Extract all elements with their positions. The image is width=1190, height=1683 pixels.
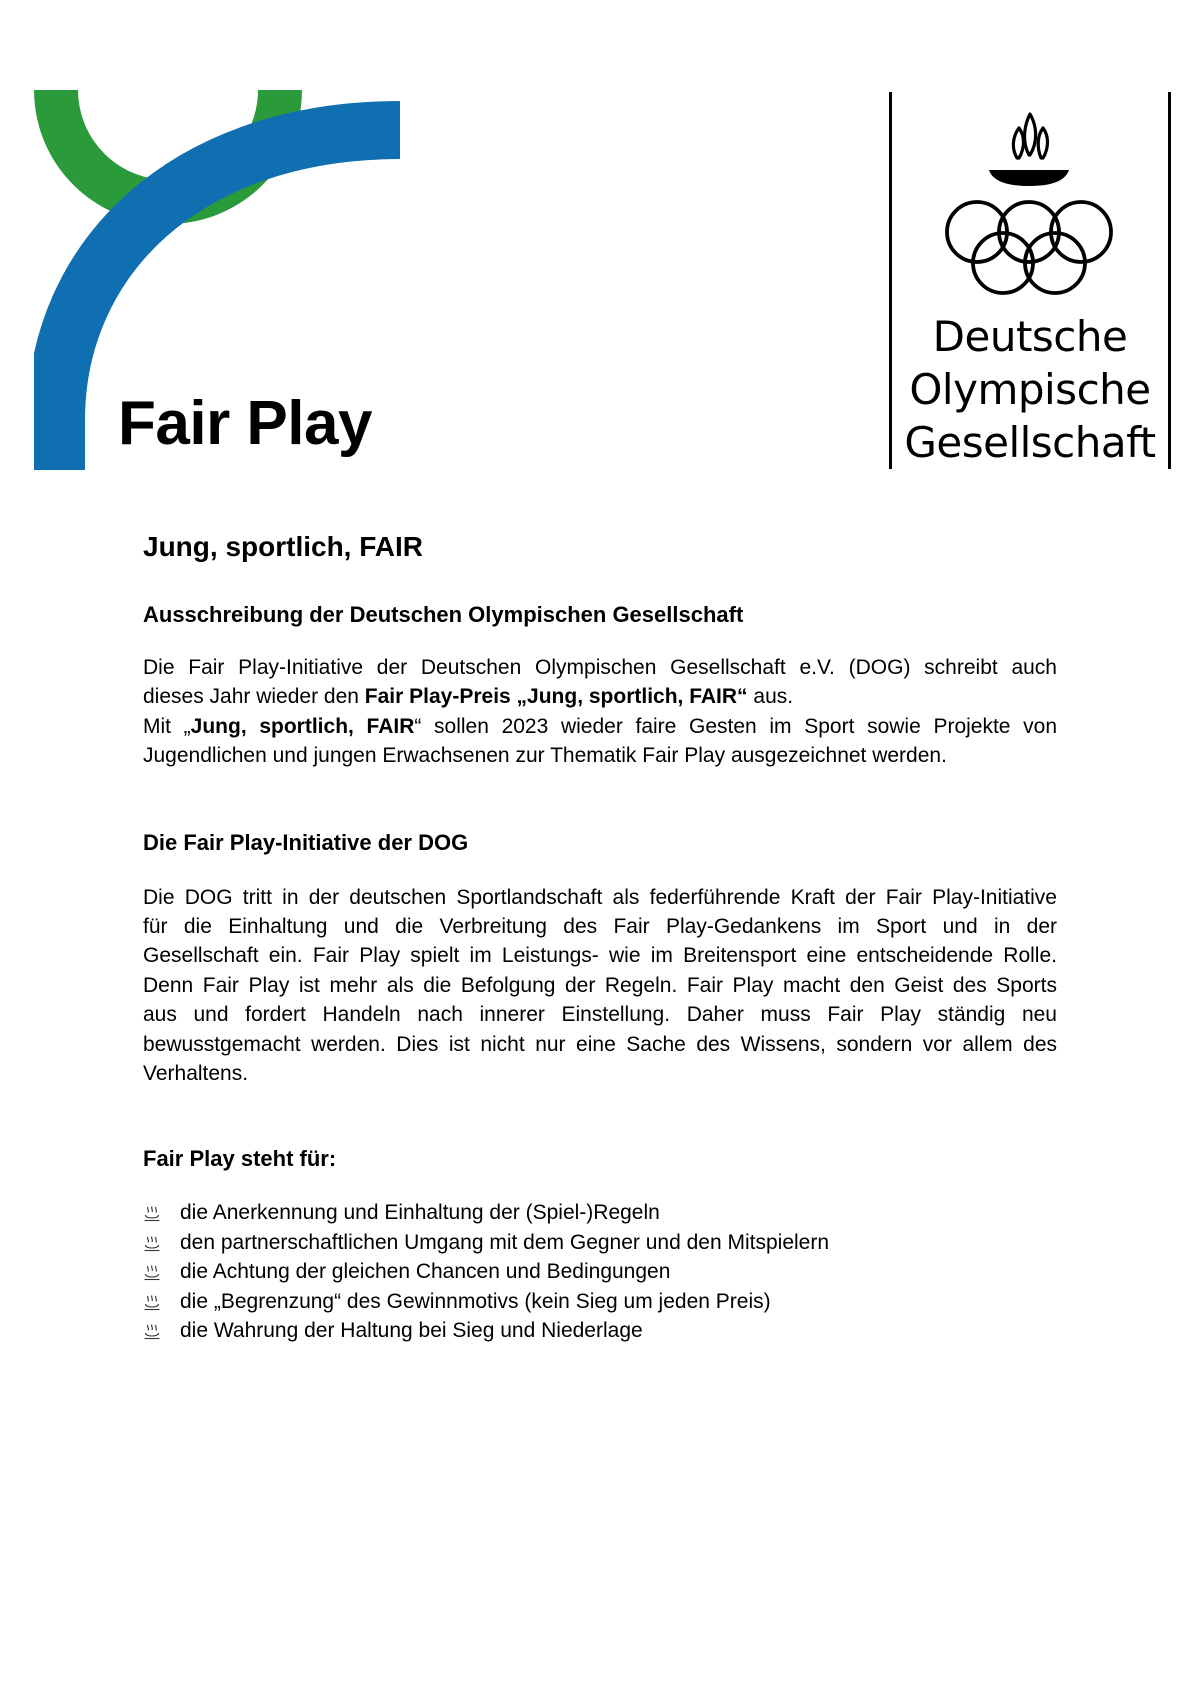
- paragraph-line: Jugendlichen und jungen Erwachsenen zur Thematik Fair Play ausgezeichnet werden.: [143, 744, 947, 768]
- hot-springs-icon: [143, 1205, 161, 1223]
- fair-play-logo: [34, 90, 400, 470]
- document-title: Jung, sportlich, FAIR: [143, 531, 424, 562]
- paragraph-line: aus und fordert Handeln nach innerer Einstellung. Daher muss Fair Play ständig neu: [143, 1003, 1057, 1027]
- section-heading-initiative: Die Fair Play-Initiative der DOG: [143, 829, 469, 855]
- dog-name: [892, 310, 1168, 469]
- olympic-flame-icon: [1013, 114, 1047, 158]
- list-item-text: die Achtung der gleichen Chancen und Bedingungen: [180, 1260, 671, 1284]
- list-item: [143, 1257, 1057, 1286]
- paragraph-line: Die Fair Play-Initiative der Deutschen Olympischen Gesellschaft e.V. (DOG) schreibt auch: [143, 656, 1057, 679]
- olympic-flame-and-rings-icon: [929, 100, 1129, 300]
- dog-logo-right-rule: [1168, 92, 1171, 469]
- paragraph-line: [143, 682, 1057, 711]
- fair-play-wordmark: Fair Play: [118, 389, 372, 458]
- hot-springs-icon: [143, 1323, 161, 1341]
- paragraph-line: Gesellschaft ein. Fair Play spielt im Leistungs- wie im Breitensport eine entscheidende Rolle.: [143, 944, 1057, 968]
- dog-name-line: Deutsche: [932, 312, 1128, 361]
- hot-springs-icon: [143, 1294, 161, 1312]
- text-run: Mit „: [143, 714, 191, 738]
- section-heading-fair-play-steht-fuer: Fair Play steht für:: [143, 1146, 337, 1172]
- award-title-bold: Jung, sportlich, FAIR: [190, 714, 415, 738]
- fair-play-values-list: [143, 1198, 1057, 1345]
- intro-paragraph: [143, 653, 1057, 771]
- paragraph-line: Verhaltens.: [143, 1062, 249, 1086]
- paragraph-line: Die DOG tritt in der deutschen Sportlandschaft als federführende Kraft der Fair Play-Initiative: [143, 885, 1057, 909]
- paragraph-line: [143, 712, 1057, 741]
- dog-name-line: Gesellschaft: [904, 418, 1156, 467]
- list-item-text: die Anerkennung und Einhaltung der (Spiel-)Regeln: [180, 1201, 660, 1225]
- section-heading-ausschreibung: Ausschreibung der Deutschen Olympischen Gesellschaft: [143, 602, 744, 627]
- dog-logo: [889, 92, 1171, 469]
- paragraph-line: bewusstgemacht werden. Dies ist nicht nur eine Sache des Wissens, sondern vor allem des: [143, 1032, 1057, 1056]
- paragraph-line: Denn Fair Play ist mehr als die Befolgung der Regeln. Fair Play macht den Geist des Sports: [143, 973, 1057, 997]
- text-run: aus.: [747, 685, 794, 709]
- list-item: [143, 1287, 1057, 1316]
- document-content: [143, 530, 1057, 1346]
- list-item-text: den partnerschaftlichen Umgang mit dem Gegner und den Mitspielern: [180, 1230, 830, 1254]
- hot-springs-icon: [143, 1235, 161, 1253]
- olympic-flame-bowl-icon: [989, 170, 1069, 186]
- hot-springs-icon: [143, 1264, 161, 1282]
- paragraph-line: für die Einhaltung und die Verbreitung des Fair Play-Gedankens im Sport und in der: [143, 915, 1057, 939]
- text-run: “ sollen 2023 wieder faire Gesten im Sport sowie Projekte von: [414, 714, 1058, 738]
- list-item: [143, 1228, 1057, 1257]
- initiative-paragraph: [143, 883, 1057, 1089]
- list-item-text: die „Begrenzung“ des Gewinnmotivs (kein Sieg um jeden Preis): [180, 1289, 771, 1313]
- olympic-rings-icon: [947, 202, 1111, 293]
- list-item-text: die Wahrung der Haltung bei Sieg und Niederlage: [180, 1319, 643, 1343]
- award-name-bold: Fair Play-Preis „Jung, sportlich, FAIR“: [364, 685, 748, 709]
- list-item: [143, 1316, 1057, 1345]
- text-run: dieses Jahr wieder den: [143, 685, 365, 709]
- list-item: [143, 1198, 1057, 1227]
- dog-name-line: Olympische: [909, 365, 1151, 414]
